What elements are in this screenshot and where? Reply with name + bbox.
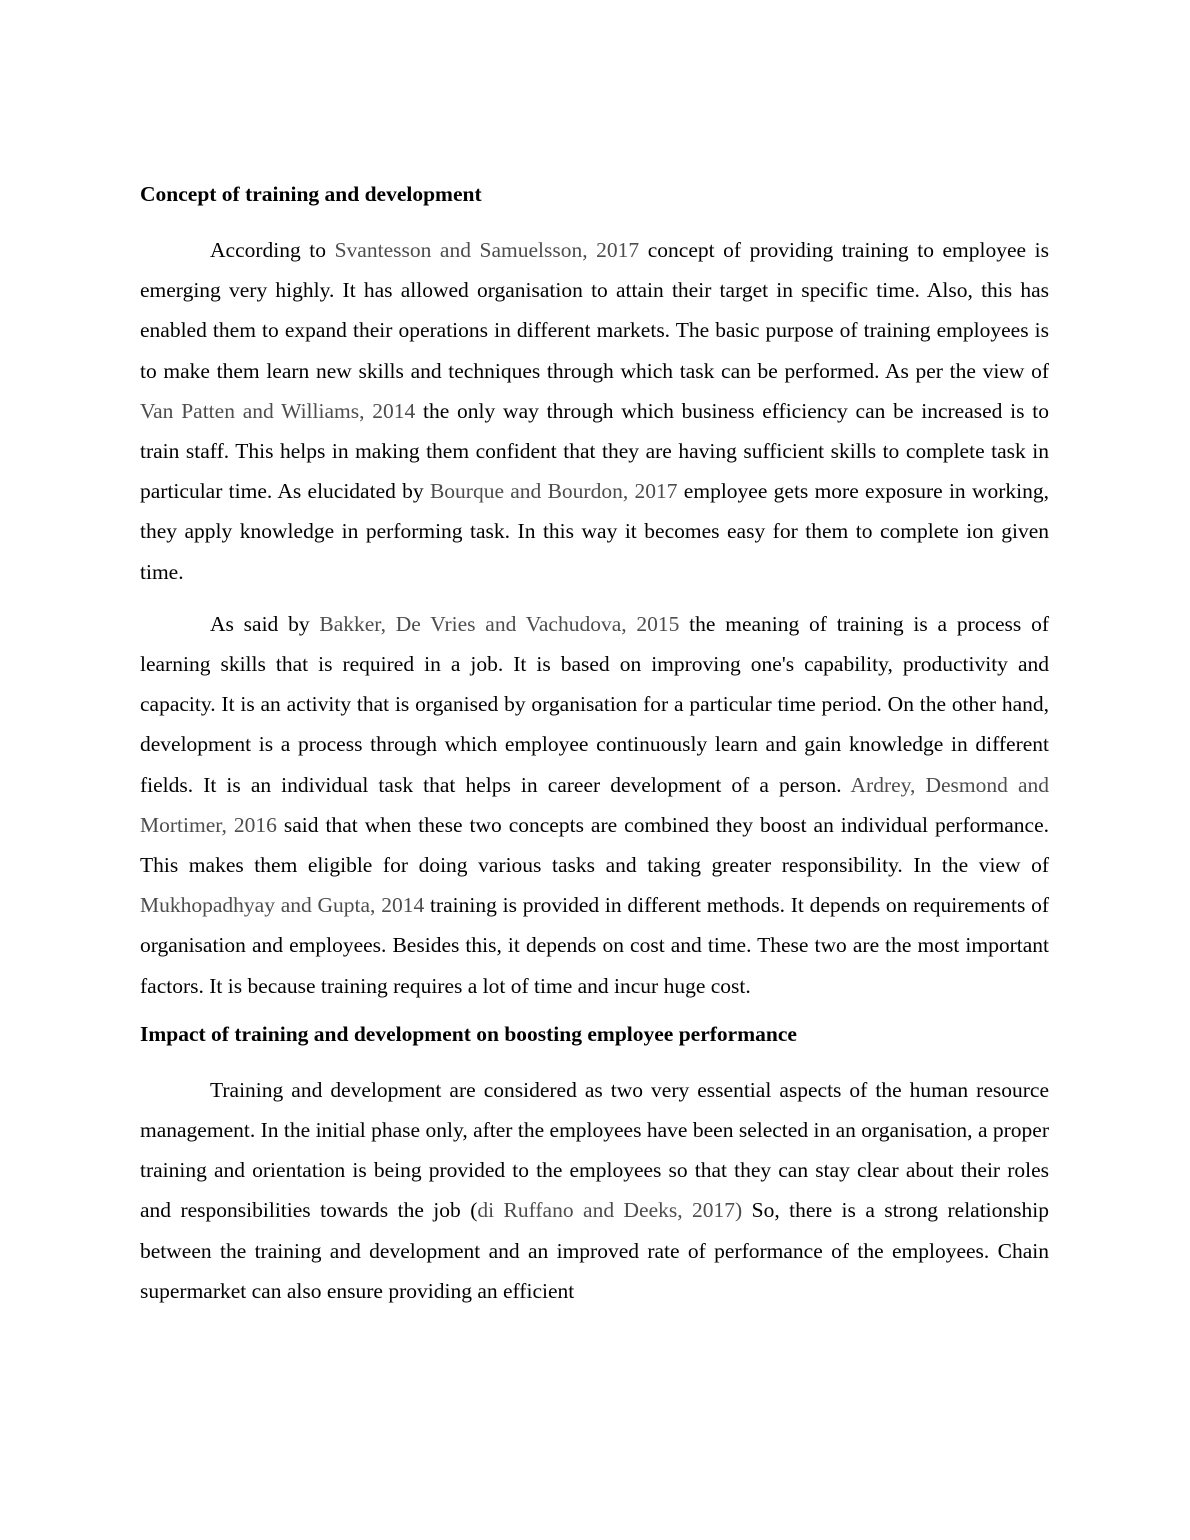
paragraph-concept-2 xyxy=(140,604,1049,1006)
paragraph-impact-1 xyxy=(140,1070,1049,1311)
paragraph-text: the meaning of training is a process of learning skills that is required in a job. It is based on improving one's capability, productivity and capacity. It is an activity that is organised by organisation for a particular time period. On the other hand, development is a process through which employee continuously learn and gain knowledge in different fields. It is an individual task that helps in career development of a person. xyxy=(140,611,1049,797)
paragraph-text: Training and development are considered as two very essential aspects of the human resource management. In the initial phase only, after the employees have been selected in an organisation, a proper training and orientation is being provided to the employees so that they can stay clear about their roles and responsibilities towards the job ( xyxy=(140,1077,1049,1223)
paragraph-text: the only way through which business efficiency can be increased is to train staff. This helps in making them confident that they are having sufficient skills to complete task in particular time. As elucidated by xyxy=(140,398,1049,504)
citation-mukhopadhyay: Mukhopadhyay and Gupta, 2014 xyxy=(140,893,425,918)
citation-di-ruffano: di Ruffano and Deeks, 2017) xyxy=(477,1198,743,1223)
paragraph-text: concept of providing training to employee is emerging very highly. It has allowed organisation to attain their target in specific time. Also, this has enabled them to expand their operations in different markets. The basic purpose of training employees is to make them learn new skills and techniques through which task can be performed. As per the view of xyxy=(140,238,1049,383)
paragraph-text: employee gets more exposure in working, they apply knowledge in performing task. In this way it becomes easy for them to complete ion given time. xyxy=(140,479,1049,584)
citation-van-patten: Van Patten and Williams, 2014 xyxy=(140,398,416,423)
paragraph-text: training is provided in different methods. It depends on requirements of organisation and employees. Besides this, it depends on cost and time. These two are the most important factors. It is because training requires a lot of time and incur huge cost. xyxy=(140,893,1049,998)
paragraph-text: According to xyxy=(210,238,335,262)
citation-bourque: Bourque and Bourdon, 2017 xyxy=(429,479,678,504)
paragraph-text: So, there is a strong relationship between the training and development and an improved rate of performance of the employees. Chain supermarket can also ensure providing an efficient xyxy=(140,1198,1049,1303)
paragraph-concept-1 xyxy=(140,230,1049,592)
document-page xyxy=(140,178,1049,1323)
paragraph-text: said that when these two concepts are combined they boost an individual performance. This makes them eligible for doing various tasks and taking greater responsibility. In the view of xyxy=(140,812,1049,878)
citation-svantesson: Svantesson and Samuelsson, 2017 xyxy=(334,238,640,262)
citation-bakker: Bakker, De Vries and Vachudova, 2015 xyxy=(319,611,680,636)
citation-ardrey: Ardrey, Desmond and Mortimer, 2016 xyxy=(140,772,1049,837)
section-heading-concept: Concept of training and development xyxy=(140,182,482,206)
paragraph-text: As said by xyxy=(210,611,320,636)
section-heading-impact: Impact of training and development on boosting employee performance xyxy=(140,1021,797,1046)
